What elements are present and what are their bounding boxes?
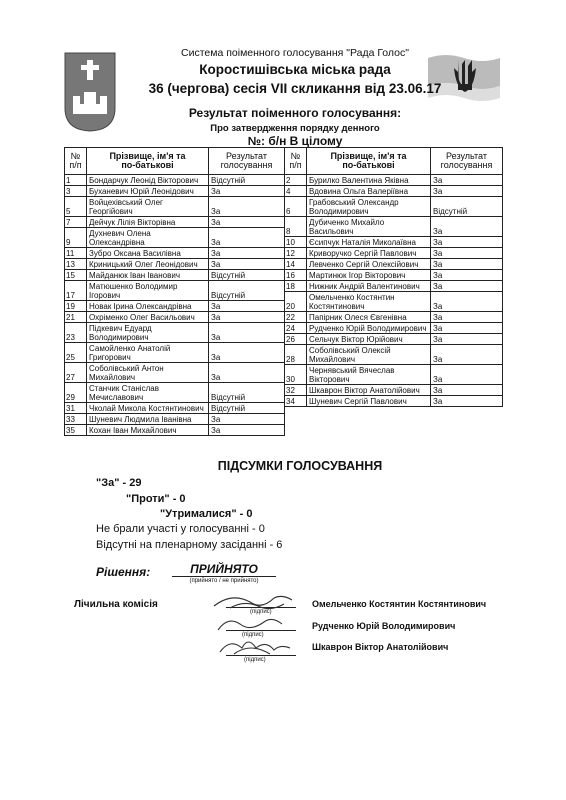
row-name: Криворучко Сергій Павлович [307,248,431,259]
signature-caption-1: (підпис) [250,609,272,615]
table-row [285,186,503,197]
table-row [65,281,285,301]
row-name: Зубро Оксана Василівна [87,248,209,259]
row-name: Буханевич Юрій Леонідович [87,186,209,197]
row-number: 19 [65,301,87,312]
row-number: 22 [285,312,307,323]
row-name: Шкаврон Віктор Анатолійович [307,385,431,396]
row-number: 23 [65,323,87,343]
row-number: 34 [285,396,307,407]
col-header-name: Прізвище, ім'я та по-батькові [307,148,431,175]
row-number: 29 [65,383,87,403]
voting-system-title: Система поіменного голосування "Рада Голос" [181,47,409,59]
ukraine-flag-trident-icon [428,52,502,104]
row-name: Самойленко Анатолій Григорович [87,343,209,363]
commission-member-1: Омельченко Костянтин Костянтинович [312,599,487,609]
summary-proty: "Проти" - 0 [126,493,186,505]
row-number: 20 [285,292,307,312]
row-number: 30 [285,365,307,385]
table-row [65,228,285,248]
col-header-number: № п/п [65,148,87,175]
agenda-subject: Про затвердження порядку денного [210,123,380,134]
row-result: За [431,248,503,259]
row-name: Мартинюк Ігор Вікторович [307,270,431,281]
row-name: Духневич Олена Олександрівна [87,228,209,248]
row-number: 15 [65,270,87,281]
decision-value: ПРИЙНЯТО [172,562,276,577]
row-result: За [209,248,285,259]
row-name: Соболівський Антон Михайлович [87,363,209,383]
row-number: 31 [65,403,87,414]
table-row [65,403,285,414]
commission-label: Лічильна комісія [74,599,158,610]
row-number: 14 [285,259,307,270]
table-row [65,343,285,363]
summary-za: "За" - 29 [96,477,142,489]
row-number: 17 [65,281,87,301]
table-row [285,323,503,334]
summary-utrymalysia: "Утрималися" - 0 [160,508,253,520]
votes-table-left [64,147,285,436]
table-row [285,270,503,281]
table-row [65,217,285,228]
signature-caption-3: (підпис) [244,657,266,663]
row-number: 33 [65,414,87,425]
table-row [285,365,503,385]
decision-caption: (прийнято / не прийнято) [189,578,259,584]
row-number: 26 [285,334,307,345]
row-number: 24 [285,323,307,334]
row-result: За [209,301,285,312]
row-result: За [431,396,503,407]
table-row [65,383,285,403]
row-result: За [431,365,503,385]
row-name: Шуневич Сергій Павлович [307,396,431,407]
table-row [65,363,285,383]
summary-absent: Відсутні на пленарному засіданні - 6 [96,539,283,551]
row-result: За [209,425,285,436]
row-name: Омельченко Костянтин Костянтинович [307,292,431,312]
summary-not-participated: Не брали участі у голосуванні - 0 [96,523,265,535]
row-number: 12 [285,248,307,259]
row-name: Рудченко Юрій Володимирович [307,323,431,334]
row-name: Соболівський Олексій Михайлович [307,345,431,365]
row-result: За [431,175,503,186]
row-name: Грабовський Олександр Володимирович [307,197,431,217]
row-name: Єсипчук Наталія Миколаївна [307,237,431,248]
row-result: За [209,323,285,343]
row-number: 1 [65,175,87,186]
row-number: 11 [65,248,87,259]
table-row [65,248,285,259]
row-number: 21 [65,312,87,323]
table-row [65,414,285,425]
row-number: 35 [65,425,87,436]
table-row [65,186,285,197]
row-name: Майданюк Іван Іванович [87,270,209,281]
row-result: За [431,217,503,237]
row-number: 25 [65,343,87,363]
vote-number: №: б/н В цілому [247,134,343,148]
table-row [285,334,503,345]
table-row [285,259,503,270]
row-number: 8 [285,217,307,237]
row-result: За [431,323,503,334]
row-number: 16 [285,270,307,281]
row-result: За [209,186,285,197]
signature-caption-2: (підпис) [242,632,264,638]
table-row [65,175,285,186]
table-row [65,270,285,281]
row-number: 18 [285,281,307,292]
row-result: Відсутній [209,270,285,281]
city-coat-of-arms-icon [64,52,116,132]
row-result: Відсутній [209,175,285,186]
row-number: 27 [65,363,87,383]
table-row [65,425,285,436]
row-result: За [431,237,503,248]
row-name: Папірник Олеся Євгенівна [307,312,431,323]
row-name: Войцехівський Олег Георгійович [87,197,209,217]
result-title: Результат поіменного голосування: [188,106,402,120]
table-row [65,259,285,270]
table-row [65,323,285,343]
row-name: Новак Ірина Олександрівна [87,301,209,312]
table-row [285,312,503,323]
row-result: Відсутній [209,383,285,403]
row-name: Дубиченко Михайло Васильович [307,217,431,237]
row-result: За [431,312,503,323]
row-result: За [431,281,503,292]
table-row [285,396,503,407]
table-row [285,248,503,259]
row-result: За [431,186,503,197]
session-title: 36 (чергова) сесія VII скликання від 23.06.17 [148,81,442,96]
row-number: 4 [285,186,307,197]
row-result: За [209,197,285,217]
row-name: Охріменко Олег Васильович [87,312,209,323]
col-header-name: Прізвище, ім'я та по-батькові [87,148,209,175]
row-name: Матюшенко Володимир Ігорович [87,281,209,301]
row-result: За [431,385,503,396]
row-result: За [431,345,503,365]
row-number: 6 [285,197,307,217]
table-row [65,197,285,217]
row-result: За [209,343,285,363]
col-header-result: Результат голосування [209,148,285,175]
row-number: 10 [285,237,307,248]
row-name: Бурилко Валентина Яківна [307,175,431,186]
row-number: 9 [65,228,87,248]
row-name: Станчик Станіслав Мечиславович [87,383,209,403]
council-name: Коростишівська міська рада [199,62,391,77]
row-name: Підкевич Едуард Володимирович [87,323,209,343]
decision-label: Рішення: [96,565,151,579]
row-name: Криницький Олег Леонідович [87,259,209,270]
row-name: Чколай Микола Костянтинович [87,403,209,414]
row-result: За [209,414,285,425]
row-name: Шуневич Людмила Іванівна [87,414,209,425]
table-row [285,237,503,248]
row-result: Відсутній [209,403,285,414]
row-name: Бондарчук Леонід Вікторович [87,175,209,186]
table-row [285,385,503,396]
row-name: Вдовина Ольга Валеріївна [307,186,431,197]
summary-title: ПІДСУМКИ ГОЛОСУВАННЯ [217,459,383,473]
row-name: Нижник Андрій Валентинович [307,281,431,292]
row-result: Відсутній [431,197,503,217]
col-header-number: № п/п [285,148,307,175]
row-result: За [431,292,503,312]
row-result: За [209,259,285,270]
commission-member-3: Шкаврон Віктор Анатолійович [312,642,449,652]
table-row [65,312,285,323]
commission-member-2: Рудченко Юрій Володимирович [312,621,456,631]
row-name: Сельчук Віктор Юрійович [307,334,431,345]
handwritten-signatures [210,590,300,662]
table-row [285,292,503,312]
table-row [65,301,285,312]
row-number: 13 [65,259,87,270]
col-header-result: Результат голосування [431,148,503,175]
row-name: Кохан Іван Михайлович [87,425,209,436]
row-number: 28 [285,345,307,365]
table-row [285,197,503,217]
row-result: За [209,228,285,248]
row-name: Чернявський Вячеслав Вікторович [307,365,431,385]
row-result: За [209,312,285,323]
table-row [285,217,503,237]
table-row [285,281,503,292]
table-row [285,345,503,365]
row-name: Левченко Сергій Олексійович [307,259,431,270]
row-result: Відсутній [209,281,285,301]
votes-table-right [284,147,503,407]
row-result: За [431,259,503,270]
row-number: 5 [65,197,87,217]
row-name: Дейчук Лілія Вікторівна [87,217,209,228]
table-row [285,175,503,186]
row-number: 7 [65,217,87,228]
row-number: 3 [65,186,87,197]
row-result: За [431,270,503,281]
row-number: 32 [285,385,307,396]
row-result: За [209,363,285,383]
row-result: За [431,334,503,345]
row-result: За [209,217,285,228]
row-number: 2 [285,175,307,186]
